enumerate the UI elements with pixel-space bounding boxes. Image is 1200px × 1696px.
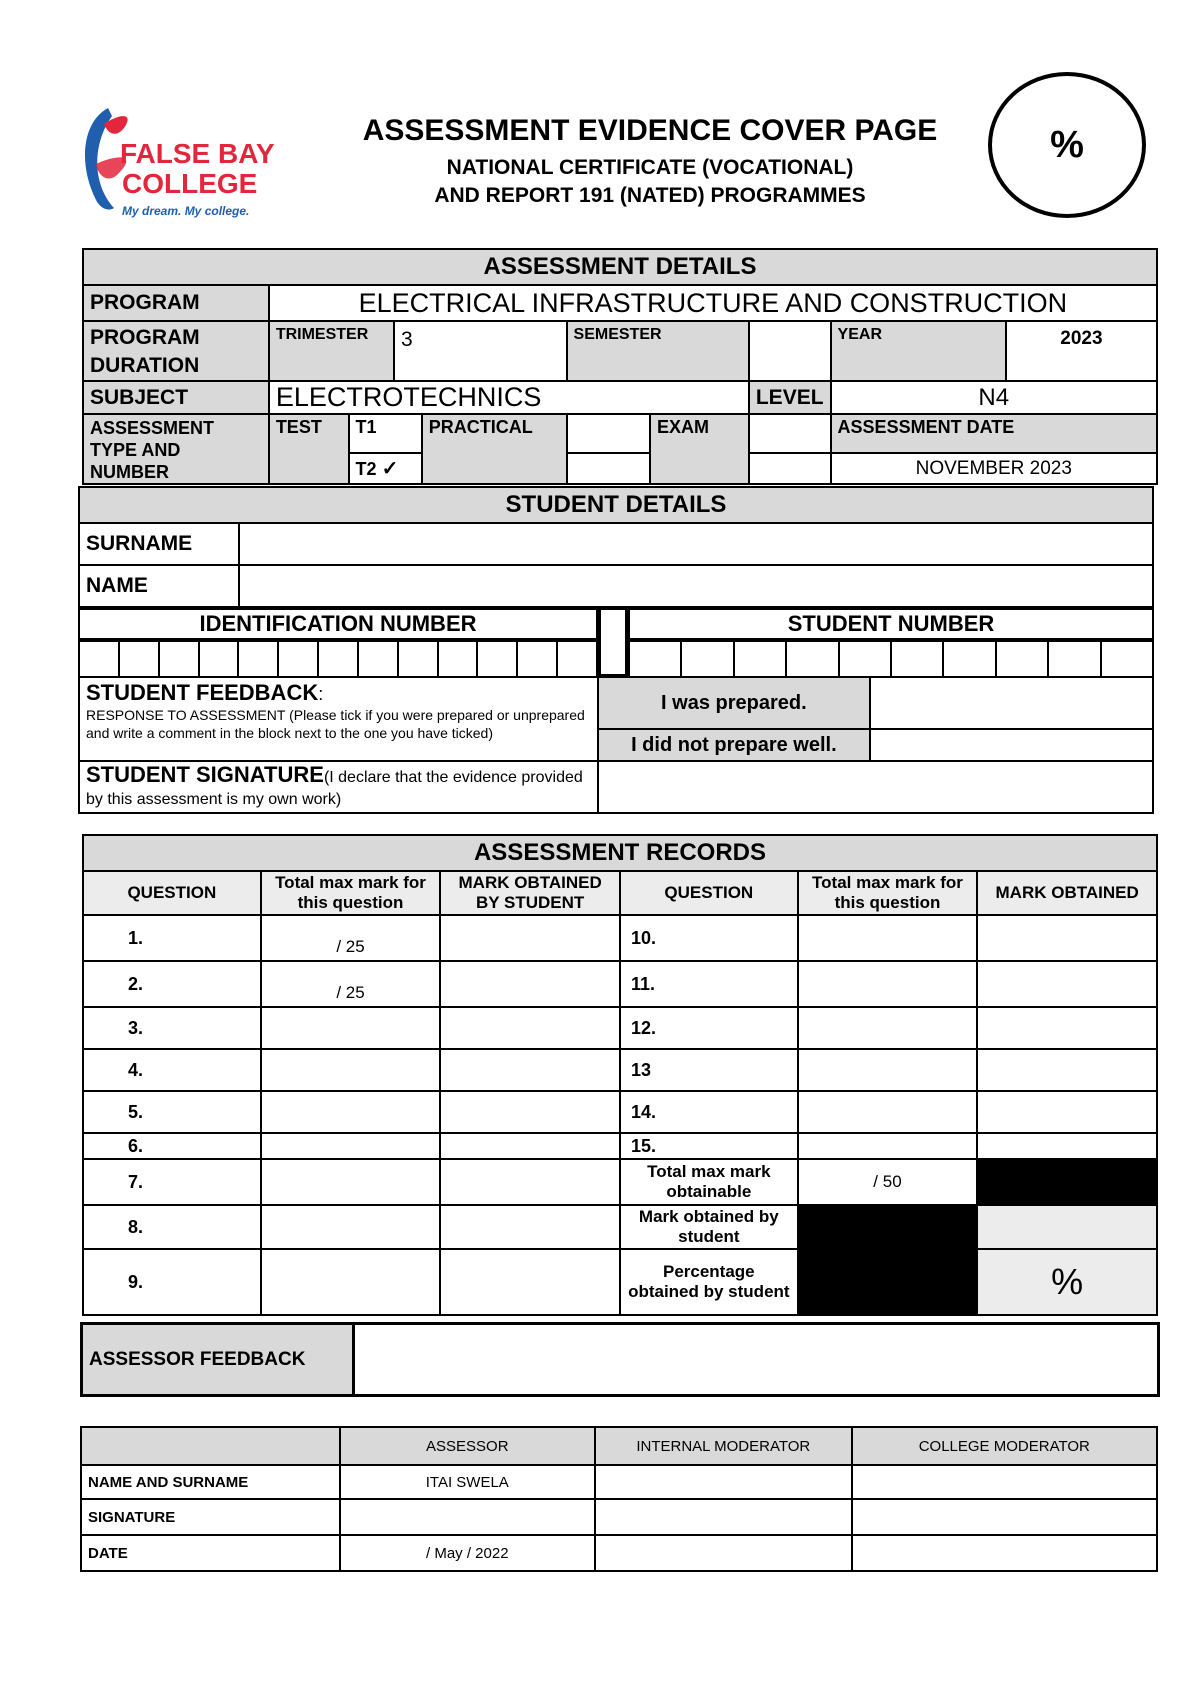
question-number: 9.	[83, 1249, 261, 1315]
not-prepared-comment[interactable]	[870, 729, 1153, 761]
question-mark-obtained[interactable]	[440, 1133, 620, 1159]
question-max-mark[interactable]	[261, 1159, 441, 1205]
student-signature-cell	[79, 761, 598, 813]
assessor-feedback-field[interactable]	[353, 1324, 1158, 1396]
student-feedback-colon: :	[318, 684, 324, 704]
assessment-date-value[interactable]: NOVEMBER 2023	[831, 453, 1157, 484]
percentage-label: Percentage obtained by student	[620, 1249, 798, 1315]
question-max-mark[interactable]	[261, 1049, 441, 1091]
signoff-corner	[81, 1427, 340, 1465]
program-duration-label: PROGRAM DURATION	[83, 321, 269, 381]
row-signature-label: SIGNATURE	[81, 1499, 340, 1535]
id-digit[interactable]	[238, 641, 278, 677]
student-number-digit[interactable]	[734, 641, 786, 677]
question-mark-obtained[interactable]	[977, 915, 1157, 961]
question-mark-obtained[interactable]	[440, 1249, 620, 1315]
assessor-feedback-table	[80, 1322, 1160, 1397]
question-mark-obtained[interactable]	[977, 1049, 1157, 1091]
col-assessor: ASSESSOR	[340, 1427, 596, 1465]
question-mark-obtained[interactable]	[440, 915, 620, 961]
question-max-mark[interactable]	[261, 1091, 441, 1133]
blacked-out-cell	[798, 1205, 978, 1249]
t2-label: T2	[355, 459, 377, 480]
question-max-mark[interactable]	[798, 1091, 978, 1133]
assessment-details-heading: ASSESSMENT DETAILS	[83, 249, 1157, 285]
year-value[interactable]: 2023	[1006, 321, 1157, 381]
student-number-digit[interactable]	[629, 641, 681, 677]
internal-moderator-signature[interactable]	[595, 1499, 852, 1535]
college-moderator-signature[interactable]	[852, 1499, 1157, 1535]
question-mark-obtained[interactable]	[977, 1007, 1157, 1049]
signoff-table	[80, 1426, 1158, 1572]
subject-value[interactable]: ELECTROTECHNICS	[269, 381, 749, 414]
col-internal-moderator: INTERNAL MODERATOR	[595, 1427, 852, 1465]
question-mark-obtained[interactable]	[440, 1205, 620, 1249]
mark-obtained-label: Mark obtained by student	[620, 1205, 798, 1249]
assessment-records-heading: ASSESSMENT RECORDS	[83, 835, 1157, 871]
question-number: 2.	[83, 961, 261, 1007]
exam-label: EXAM	[650, 414, 749, 484]
id-digit[interactable]	[159, 641, 199, 677]
test-label: TEST	[269, 414, 349, 484]
page-subtitle-1: NATIONAL CERTIFICATE (VOCATIONAL)	[446, 156, 854, 179]
id-digit[interactable]	[358, 641, 398, 677]
student-signature-field[interactable]	[598, 761, 1153, 813]
practical-box-1[interactable]	[567, 414, 651, 453]
percent-circle	[988, 72, 1146, 218]
question-max-mark[interactable]	[261, 1133, 441, 1159]
assessment-date-label: ASSESSMENT DATE	[831, 414, 1157, 453]
question-mark-obtained[interactable]	[440, 961, 620, 1007]
college-moderator-date[interactable]	[852, 1535, 1157, 1571]
t2-check-icon: ✓	[381, 458, 399, 481]
student-number-digit[interactable]	[681, 641, 733, 677]
question-max-mark[interactable]	[798, 915, 978, 961]
question-max-mark[interactable]	[798, 961, 978, 1007]
question-number: 1.	[83, 915, 261, 961]
prepared-comment[interactable]	[870, 677, 1153, 729]
student-number-digit[interactable]	[1048, 641, 1100, 677]
question-mark-obtained[interactable]	[440, 1091, 620, 1133]
student-number-label: STUDENT NUMBER	[628, 608, 1154, 640]
page-subtitle-2: AND REPORT 191 (NATED) PROGRAMMES	[434, 184, 866, 207]
college-logo	[78, 104, 278, 224]
internal-moderator-name[interactable]	[595, 1465, 852, 1499]
student-number-digit[interactable]	[891, 641, 943, 677]
id-digit[interactable]	[79, 641, 119, 677]
student-signature-title: STUDENT SIGNATURE	[86, 762, 324, 787]
year-label: YEAR	[831, 321, 1006, 381]
question-max-mark[interactable]	[261, 1249, 441, 1315]
percentage-value[interactable]: %	[977, 1249, 1157, 1315]
program-value[interactable]: ELECTRICAL INFRASTRUCTURE AND CONSTRUCTION	[269, 285, 1157, 321]
question-number: 7.	[83, 1159, 261, 1205]
col-obtained-right: MARK OBTAINED	[977, 871, 1157, 915]
col-obtained-left: MARK OBTAINED BY STUDENT	[440, 871, 620, 915]
id-digit[interactable]	[119, 641, 159, 677]
question-max-mark[interactable]	[261, 1205, 441, 1249]
question-number: 5.	[83, 1091, 261, 1133]
question-max-mark[interactable]	[798, 1049, 978, 1091]
college-moderator-name[interactable]	[852, 1465, 1157, 1499]
blacked-out-cell	[798, 1249, 978, 1315]
id-digit[interactable]	[199, 641, 239, 677]
id-digit[interactable]	[557, 641, 597, 677]
internal-moderator-date[interactable]	[595, 1535, 852, 1571]
question-max-mark: / 25	[261, 961, 441, 1007]
student-feedback-table	[78, 676, 1154, 814]
subject-label: SUBJECT	[83, 381, 269, 414]
assessor-signature[interactable]	[340, 1499, 596, 1535]
percent-symbol: %	[1050, 123, 1084, 166]
assessment-records-table	[82, 834, 1158, 1316]
student-number-digit[interactable]	[943, 641, 995, 677]
total-max-value: / 50	[798, 1159, 978, 1205]
level-value[interactable]: N4	[831, 381, 1157, 414]
student-feedback-text: RESPONSE TO ASSESSMENT (Please tick if you were prepared or unprepared and write a comment in the block next to the one you have ticked)	[86, 707, 585, 741]
not-prepared-option[interactable]: I did not prepare well.	[598, 729, 870, 761]
mark-obtained-total[interactable]	[977, 1205, 1157, 1249]
question-mark-obtained[interactable]	[440, 1007, 620, 1049]
student-number-digit[interactable]	[786, 641, 838, 677]
question-number: 6.	[83, 1133, 261, 1159]
assessor-name[interactable]: ITAI SWELA	[340, 1465, 596, 1499]
logo-tagline: My dream. My college.	[122, 204, 250, 218]
student-number-digit[interactable]	[996, 641, 1048, 677]
row-name-label: NAME AND SURNAME	[81, 1465, 340, 1499]
assessor-date[interactable]: / May / 2022	[340, 1535, 596, 1571]
name-field[interactable]	[239, 565, 1153, 607]
id-digit[interactable]	[278, 641, 318, 677]
question-number: 15.	[620, 1133, 798, 1159]
level-label: LEVEL	[749, 381, 831, 414]
blacked-out-cell	[977, 1159, 1157, 1205]
id-digit[interactable]	[438, 641, 478, 677]
question-mark-obtained[interactable]	[977, 1133, 1157, 1159]
name-label: NAME	[79, 565, 239, 607]
question-number: 10.	[620, 915, 798, 961]
prepared-option[interactable]: I was prepared.	[598, 677, 870, 729]
id-digit[interactable]	[517, 641, 557, 677]
student-number-digit[interactable]	[1101, 641, 1153, 677]
logo-line2: COLLEGE	[122, 168, 258, 199]
t1-label[interactable]: T1	[349, 414, 422, 453]
question-number: 3.	[83, 1007, 261, 1049]
id-digit[interactable]	[398, 641, 438, 677]
question-max-mark[interactable]	[261, 1007, 441, 1049]
id-digit[interactable]	[318, 641, 358, 677]
question-number: 14.	[620, 1091, 798, 1133]
question-mark-obtained[interactable]	[977, 961, 1157, 1007]
semester-label: SEMESTER	[567, 321, 749, 381]
semester-value[interactable]	[749, 321, 831, 381]
page-title: ASSESSMENT EVIDENCE COVER PAGE	[362, 114, 938, 147]
trimester-label: TRIMESTER	[269, 321, 394, 381]
col-college-moderator: COLLEGE MODERATOR	[852, 1427, 1157, 1465]
row-date-label: DATE	[81, 1535, 340, 1571]
col-total-left: Total max mark for this question	[261, 871, 441, 915]
surname-field[interactable]	[239, 523, 1153, 565]
student-feedback-cell	[79, 677, 598, 761]
question-max-mark[interactable]	[798, 1133, 978, 1159]
identification-number-boxes	[78, 640, 598, 678]
assessor-feedback-label: ASSESSOR FEEDBACK	[82, 1324, 354, 1396]
trimester-value[interactable]: 3	[394, 321, 567, 381]
question-number: 4.	[83, 1049, 261, 1091]
question-number: 12.	[620, 1007, 798, 1049]
student-details-table	[78, 486, 1154, 608]
practical-label: PRACTICAL	[422, 414, 567, 484]
question-number: 13	[620, 1049, 798, 1091]
total-max-label: Total max mark obtainable	[620, 1159, 798, 1205]
question-number: 11.	[620, 961, 798, 1007]
student-number-boxes	[628, 640, 1154, 678]
id-digit[interactable]	[477, 641, 517, 677]
question-max-mark: / 25	[261, 915, 441, 961]
question-mark-obtained[interactable]	[440, 1159, 620, 1205]
col-question-right: QUESTION	[620, 871, 798, 915]
exam-box-1[interactable]	[749, 414, 831, 453]
divider-block	[598, 608, 628, 676]
program-label: PROGRAM	[83, 285, 269, 321]
t2-cell[interactable]	[349, 453, 422, 484]
question-max-mark[interactable]	[798, 1007, 978, 1049]
question-mark-obtained[interactable]	[977, 1091, 1157, 1133]
identification-number-label: IDENTIFICATION NUMBER	[78, 608, 598, 640]
exam-box-2[interactable]	[749, 453, 831, 484]
student-details-heading: STUDENT DETAILS	[79, 487, 1153, 523]
question-number: 8.	[83, 1205, 261, 1249]
practical-box-2[interactable]	[567, 453, 651, 484]
assessment-type-label: ASSESSMENT TYPE AND NUMBER	[83, 414, 269, 484]
student-signature-text: (I declare that the evidence provided by this assessment is my own work)	[86, 769, 583, 808]
student-feedback-title: STUDENT FEEDBACK	[86, 680, 319, 705]
assessment-details-table	[82, 248, 1158, 485]
col-total-right: Total max mark for this question	[798, 871, 978, 915]
logo-line1: FALSE BAY	[120, 138, 275, 169]
surname-label: SURNAME	[79, 523, 239, 565]
col-question-left: QUESTION	[83, 871, 261, 915]
question-mark-obtained[interactable]	[440, 1049, 620, 1091]
student-number-digit[interactable]	[839, 641, 891, 677]
